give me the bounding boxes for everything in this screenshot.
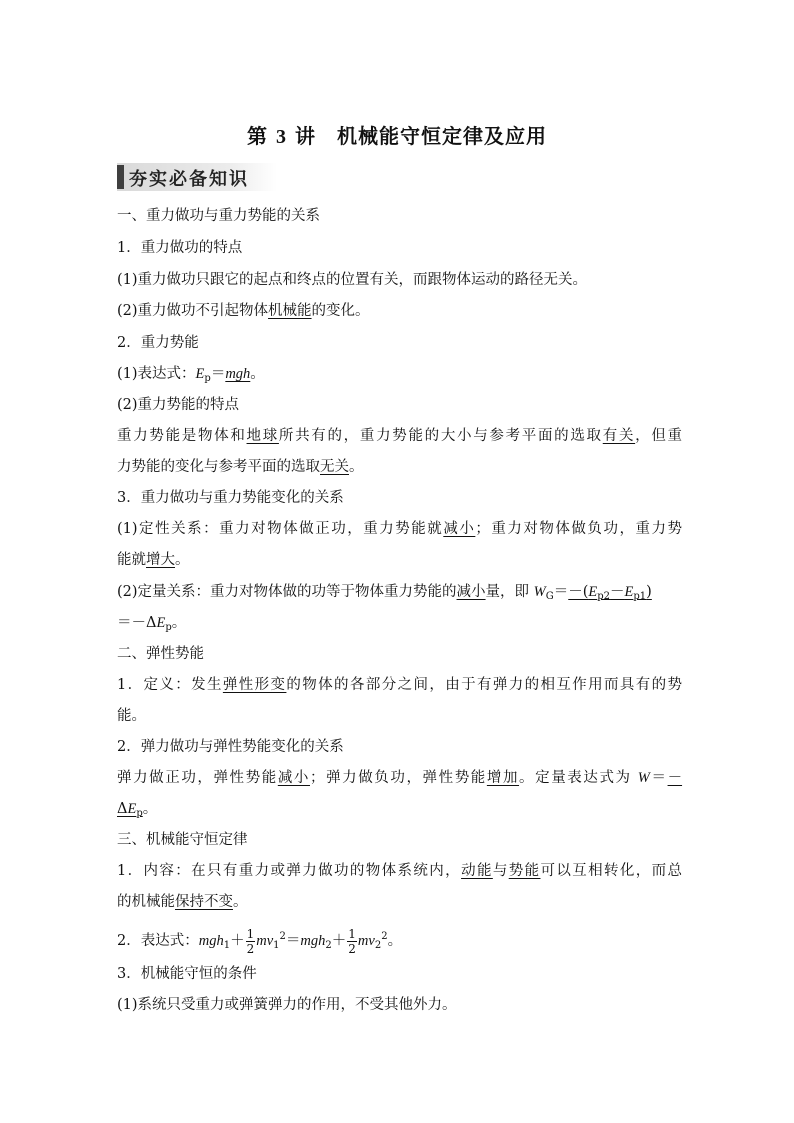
paragraph: 重力势能是物体和地球所共有的，重力势能的大小与参考平面的选取有关，但重 [117, 428, 683, 444]
heading-3: 三、机械能守恒定律 [117, 832, 248, 848]
paragraph: (1)表达式：$E_p=mgh$。 [117, 366, 265, 384]
answer-blank: 保持不变 [175, 894, 233, 910]
heading-2: 二、弹性势能 [117, 646, 204, 662]
paragraph: (2)重力势能的特点 [117, 397, 240, 413]
paragraph: 的机械能保持不变。 [117, 894, 248, 910]
answer-blank: 弹性形变 [222, 677, 287, 693]
paragraph: (1)系统只受重力或弹簧弹力的作用，不受其他外力。 [117, 997, 457, 1013]
paragraph: (2)定量关系：重力对物体做的功等于物体重力势能的减小量，即 $W_G=-(E_{p2}-E_{p1})$ [117, 584, 652, 602]
answer-blank: $-(E_{p2}-E_{p1})$ [568, 584, 652, 602]
answer-blank: 有关 [602, 428, 636, 444]
answer-blank: 减小 [443, 521, 476, 537]
title-text: 讲 机械能守恒定律及应用 [294, 124, 547, 148]
answer-blank: mgh [225, 366, 251, 382]
section-header [117, 163, 277, 191]
subheading: 3．机械能守恒的条件 [117, 966, 257, 982]
answer-blank: 机械能 [268, 303, 312, 319]
formula-line: 2．表达式：mgh$_1$＋ $\frac{1}{2}$ $mv_1^2=mgh_2+$ $\frac{1}{2}$ $mv_2^2$。 [117, 926, 403, 956]
answer-blank: 势能 [508, 863, 541, 879]
answer-blank: 减小 [456, 584, 486, 600]
section-marker [117, 165, 124, 189]
fraction: $\frac{1}{2}$ [348, 926, 356, 956]
subheading: 2．弹力做功与弹性势能变化的关系 [117, 739, 344, 755]
answer-blank: 动能 [461, 863, 493, 879]
answer-blank: 减小 [277, 770, 310, 786]
answer-blank: － [667, 770, 683, 786]
paragraph: (2)重力做功不引起物体机械能的变化。 [117, 303, 370, 319]
paragraph: 1．内容：在只有重力或弹力做功的物体系统内，动能与势能可以互相转化，而总 [117, 863, 683, 879]
heading-1: 一、重力做功与重力势能的关系 [117, 208, 320, 224]
paragraph: 力势能的变化与参考平面的选取无关。 [117, 459, 364, 475]
answer-blank: 无关 [320, 459, 349, 475]
answer-blank: 增加 [486, 770, 520, 786]
section-title: 夯实必备知识 [129, 169, 249, 190]
answer-blank: 增大 [146, 552, 175, 568]
lecture-number: 3 [276, 126, 287, 148]
paragraph: 能。 [117, 708, 146, 724]
subheading-3: 3．重力做功与重力势能变化的关系 [117, 490, 344, 506]
answer-blank: 地球 [246, 428, 279, 444]
paragraph: $=-\Delta E_p$。 [117, 615, 187, 633]
paragraph: (1)重力做功只跟它的起点和终点的位置有关，而跟物体运动的路径无关。 [117, 272, 588, 288]
paragraph: $\Delta E_p$。 [117, 801, 158, 819]
paragraph: 1．定义：发生弹性形变的物体的各部分之间，由于有弹力的相互作用而具有的势 [117, 677, 683, 693]
fraction: $\frac{1}{2}$ [246, 926, 255, 956]
paragraph: 弹力做正功，弹性势能减小；弹力做负功，弹性势能增加。定量表达式为 W＝－ [117, 770, 683, 786]
paragraph: (1)定性关系：重力对物体做正功，重力势能就减小；重力对物体做负功，重力势 [117, 521, 683, 537]
subheading-1: 1．重力做功的特点 [117, 240, 243, 256]
paragraph: 能就增大。 [117, 552, 190, 568]
subheading-2: 2．重力势能 [117, 335, 199, 351]
answer-blank: $\Delta E_p$ [117, 801, 143, 819]
title-prefix: 第 [247, 124, 269, 148]
page-title [0, 120, 794, 149]
